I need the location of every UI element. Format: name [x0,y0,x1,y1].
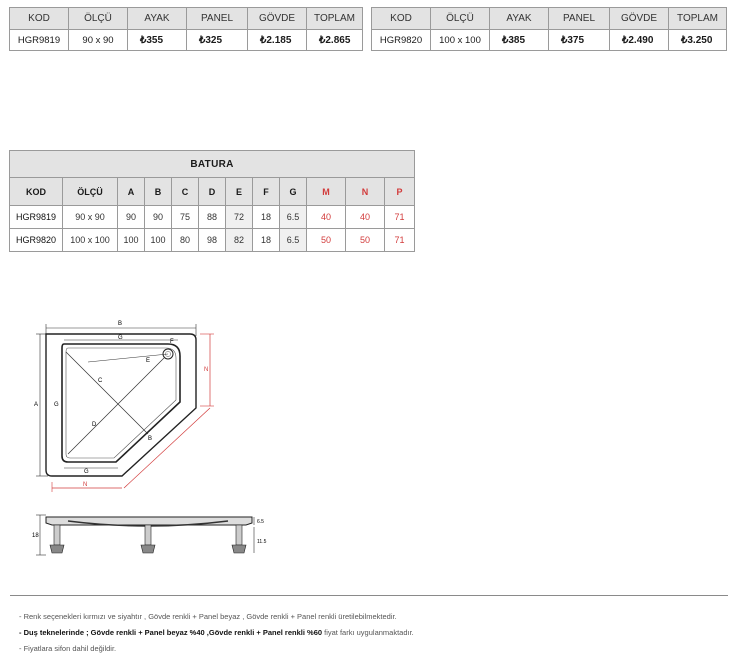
header-ayak: AYAK [490,8,549,30]
note-siphon: - Fiyatlara sifon dahil değildir. [19,644,117,653]
label-g-bottom: G [84,469,89,475]
header-g: G [280,178,307,206]
note-price-difference-rest: fiyat farkı uygulanmaktadır. [322,628,414,637]
price-govde: ₺2.490 [610,30,669,51]
cell-c: 75 [172,206,199,229]
label-height: 18 [32,533,39,539]
cell-olcu: 90 x 90 [63,206,118,229]
cell-m: 50 [307,229,346,252]
header-b: B [145,178,172,206]
cell-m: 40 [307,206,346,229]
shower-tray-top-view [28,316,228,496]
price-table-header [372,8,727,30]
tray-leg [54,525,60,545]
header-govde: GÖVDE [248,8,307,30]
header-m: M [307,178,346,206]
header-olcu: ÖLÇÜ [431,8,490,30]
tray-foot [141,545,155,553]
label-leg: 11.5 [257,539,267,545]
label-e: E [146,358,151,364]
price-toplam: ₺2.865 [307,30,363,51]
dimension-table [9,150,415,252]
tray-leg [236,525,242,545]
cell-g: 6.5 [280,206,307,229]
label-a: A [34,402,39,408]
cell-c: 80 [172,229,199,252]
cell-a: 100 [118,229,145,252]
header-olcu: ÖLÇÜ [63,178,118,206]
divider [10,595,728,596]
price-table-2 [371,7,727,51]
cell-p: 71 [385,229,415,252]
label-b-diag: B [148,436,153,442]
cell-e: 72 [226,206,253,229]
price-table-1 [9,7,363,51]
header-toplam: TOPLAM [669,8,727,30]
cell-g: 6.5 [280,229,307,252]
header-panel: PANEL [549,8,610,30]
header-a: A [118,178,145,206]
header-olcu: ÖLÇÜ [69,8,128,30]
cell-e: 82 [226,229,253,252]
label-f: F [170,339,174,345]
cell-olcu: 100 x 100 [63,229,118,252]
price-toplam: ₺3.250 [669,30,727,51]
product-size: 100 x 100 [431,30,490,51]
header-kod: KOD [372,8,431,30]
table-row [10,30,363,51]
label-g-top: G [118,335,123,341]
label-g-left: G [54,402,59,408]
header-f: F [253,178,280,206]
header-d: D [199,178,226,206]
cell-f: 18 [253,229,280,252]
table-row [10,206,415,229]
note-price-difference [19,628,414,637]
product-size: 90 x 90 [69,30,128,51]
label-n-right: N [204,367,209,373]
cell-p: 71 [385,206,415,229]
note-colors: - Renk seçenekleri kırmızı ve siyahtır , Gövde renkli + Panel beyaz , Gövde renkli + Panel renkli üretilebilmektedir. [19,612,397,621]
header-n: N [346,178,385,206]
tray-side-body [46,517,252,525]
cell-d: 88 [199,206,226,229]
product-code: HGR9820 [372,30,431,51]
header-kod: KOD [10,178,63,206]
shower-tray-side-view [28,507,267,567]
table-row [10,229,415,252]
price-panel: ₺325 [187,30,248,51]
cell-kod: HGR9819 [10,206,63,229]
price-govde: ₺2.185 [248,30,307,51]
header-govde: GÖVDE [610,8,669,30]
dimension-table-header [10,178,415,206]
price-ayak: ₺355 [128,30,187,51]
dimension-table-title-row [10,151,415,178]
cell-d: 98 [199,229,226,252]
price-ayak: ₺385 [490,30,549,51]
label-d: D [92,422,97,428]
table-row [372,30,727,51]
cell-b: 100 [145,229,172,252]
label-n-bottom: N [83,482,88,488]
header-e: E [226,178,253,206]
header-toplam: TOPLAM [307,8,363,30]
label-b: B [118,321,123,327]
note-price-difference-bold: - Duş teknelerinde ; Gövde renkli + Panel beyaz %40 ,Gövde renkli + Panel renkli %60 [19,628,323,637]
tray-foot [232,545,246,553]
cell-n: 40 [346,206,385,229]
label-g-side: 6.5 [257,519,264,525]
tray-basin [62,344,180,462]
tray-leg [145,525,151,545]
price-table-header [10,8,363,30]
price-panel: ₺375 [549,30,610,51]
dimension-table-title: BATURA [10,151,415,178]
cell-n: 50 [346,229,385,252]
cell-b: 90 [145,206,172,229]
header-ayak: AYAK [128,8,187,30]
cell-f: 18 [253,206,280,229]
header-panel: PANEL [187,8,248,30]
tray-foot [50,545,64,553]
header-kod: KOD [10,8,69,30]
product-code: HGR9819 [10,30,69,51]
header-c: C [172,178,199,206]
label-c: C [98,378,103,384]
cell-kod: HGR9820 [10,229,63,252]
cell-a: 90 [118,206,145,229]
header-p: P [385,178,415,206]
